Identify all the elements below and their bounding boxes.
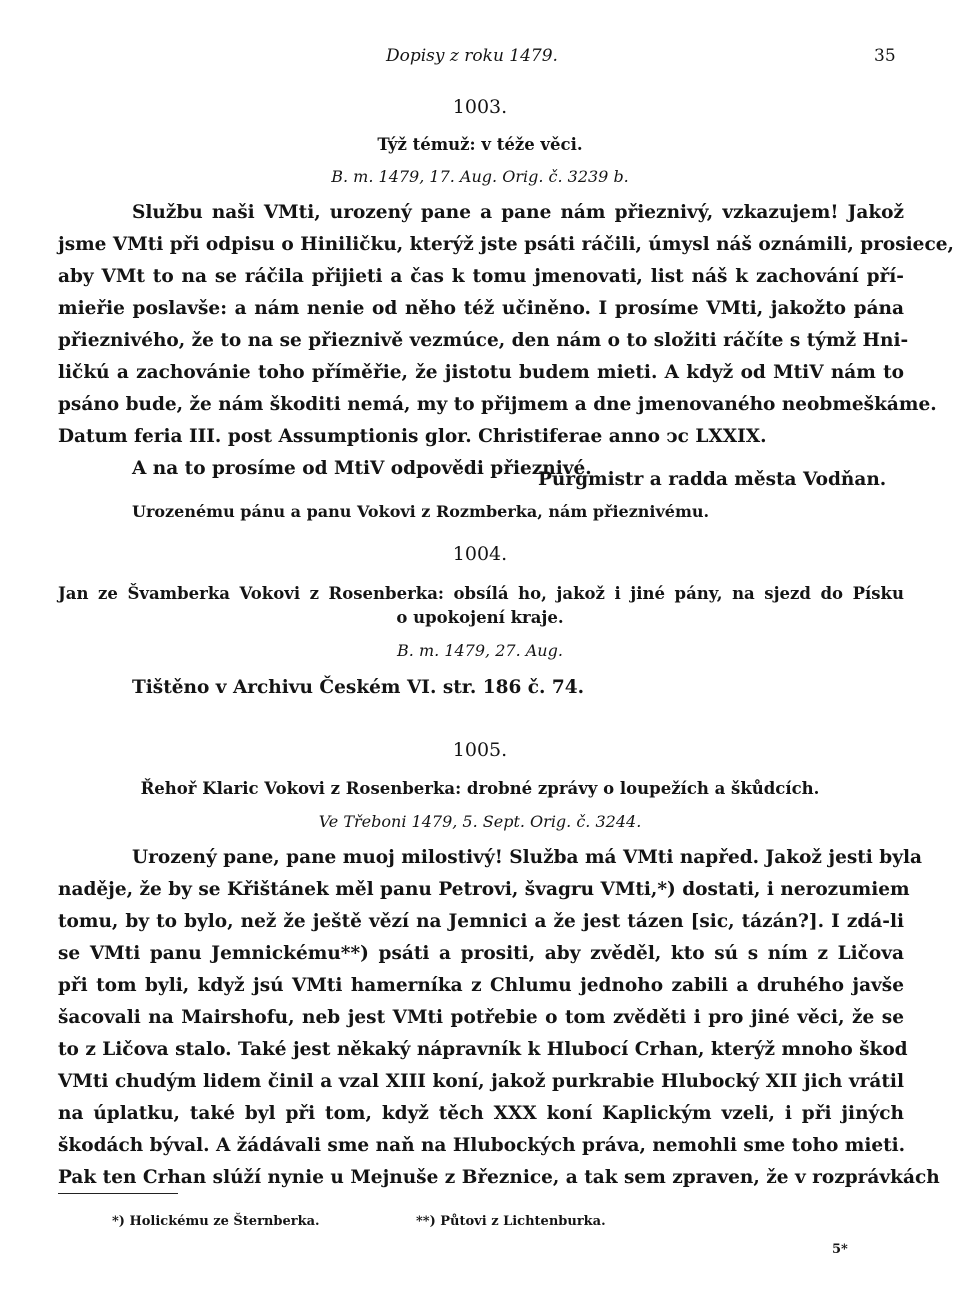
letter-note-1004: Tištěno v Archivu Českém VI. str. 186 č. 74.: [132, 677, 585, 698]
letter-body-line: škodách býval. A žádávali sme naň na Hlubockých práva, nemohli sme toho mieti.: [58, 1135, 906, 1156]
running-title: Dopisy z roku 1479.: [386, 46, 558, 66]
letter-body-line: Pak ten Crhan slúží nynie u Mejnuše z Březnice, a tak sem zpraven, že v rozprávkách: [58, 1167, 940, 1188]
letter-body-line: to z Ličova stalo. Také jest někaký nápravník k Hlubocí Crhan, kterýž mnoho škod: [58, 1039, 908, 1060]
letter-body-line: mieřie poslavše: a nám nenie od něho též učiněno. I prosíme VMti, jakožto pána: [58, 298, 904, 319]
letter-postscript: A na to prosíme od MtiV odpovědi přieznivé.: [132, 458, 592, 479]
letter-body-line: VMti chudým lidem činil a vzal XIII koní, jakož purkrabie Hlubocký XII jich vrátil: [58, 1071, 904, 1092]
letter-meta-1004: B. m. 1479, 27. Aug.: [397, 641, 563, 660]
letter-number-1003: 1003.: [452, 96, 508, 118]
letter-meta-1003: B. m. 1479, 17. Aug. Orig. č. 3239 b.: [331, 167, 629, 186]
letter-summary-1003: Týž témuž: v téže věci.: [377, 135, 583, 154]
letter-signature: Purgmistr a radda města Vodňan.: [538, 469, 887, 490]
letter-meta-1005: Ve Třeboni 1479, 5. Sept. Orig. č. 3244.: [318, 812, 642, 831]
letter-body-line: se VMti panu Jemnickému**) psáti a prositi, aby zvěděl, kto sú s ním z Ličova: [58, 943, 904, 964]
letter-body-line: naděje, že by se Křištánek měl panu Petrovi, švagru VMti,*) dostati, i nerozumiem: [58, 879, 910, 900]
letter-body-line: psáno bude, že nám škoditi nemá, my to přijmem a dne jmenovaného neobmeškáme.: [58, 394, 937, 415]
letter-body-line: při tom byli, když jsú VMti hamerníka z Chlumu jednoho zabili a druhého javše: [58, 975, 904, 996]
letter-body-line: Datum feria III. post Assumptionis glor. Christiferae anno ↄc LXXIX.: [58, 426, 767, 447]
letter-body-line: přieznivého, že to na se přieznivě vezmúce, den nám o to složiti ráčíte s týmž Hni-: [58, 330, 909, 351]
letter-body-line: na úplatku, také byl při tom, když těch XXX koní Kaplickým vzeli, i při jiných: [58, 1103, 904, 1124]
letter-body-line: aby VMt to na se ráčila přijieti a čas k tomu jmenovati, list náš k zachování pří-: [58, 266, 904, 287]
footnote-2: **) Půtovi z Lichtenburka.: [416, 1214, 606, 1229]
footnote-1: *) Holickému ze Šternberka.: [112, 1214, 320, 1229]
letter-body-line: tomu, by to bylo, než že ještě vězí na Jemnici a že jest tázen [sic, tázán?]. I zdá-li: [58, 911, 904, 932]
letter-address: Urozenému pánu a panu Vokovi z Rozmberka, nám přieznivému.: [132, 502, 710, 521]
letter-body-line: Službu naši VMti, urozený pane a pane nám přieznivý, vzkazujem! Jakož: [132, 202, 904, 223]
letter-body-line: Urozený pane, pane muoj milostivý! Služba má VMti napřed. Jakož jesti byla: [132, 847, 922, 868]
letter-summary-1004: Jan ze Švamberka Vokovi z Rosenberka: obsílá ho, jakož i jiné pány, na sjezd do Písku: [58, 584, 904, 603]
letter-number-1004: 1004.: [452, 543, 508, 565]
page-number: 35: [874, 46, 896, 66]
letter-number-1005: 1005.: [452, 739, 508, 761]
letter-body-line: šacovali na Mairshofu, neb jest VMti potřebie o tom zvěděti i pro jiné věci, že se: [58, 1007, 904, 1028]
letter-summary-1004-cont: o upokojení kraje.: [396, 608, 564, 627]
letter-body-line: ličkú a zachovánie toho příměřie, že jistotu budem mieti. A když od MtiV nám to: [58, 362, 904, 383]
signature-mark: 5*: [832, 1242, 848, 1257]
footnote-rule: [58, 1193, 178, 1194]
letter-body-line: jsme VMti při odpisu o Hiniličku, kterýž jste psáti ráčili, úmysl náš oznámili, prosiece,: [58, 234, 954, 255]
letter-summary-1005: Řehoř Klaric Vokovi z Rosenberka: drobné zprávy o loupežích a škůdcích.: [140, 779, 820, 798]
